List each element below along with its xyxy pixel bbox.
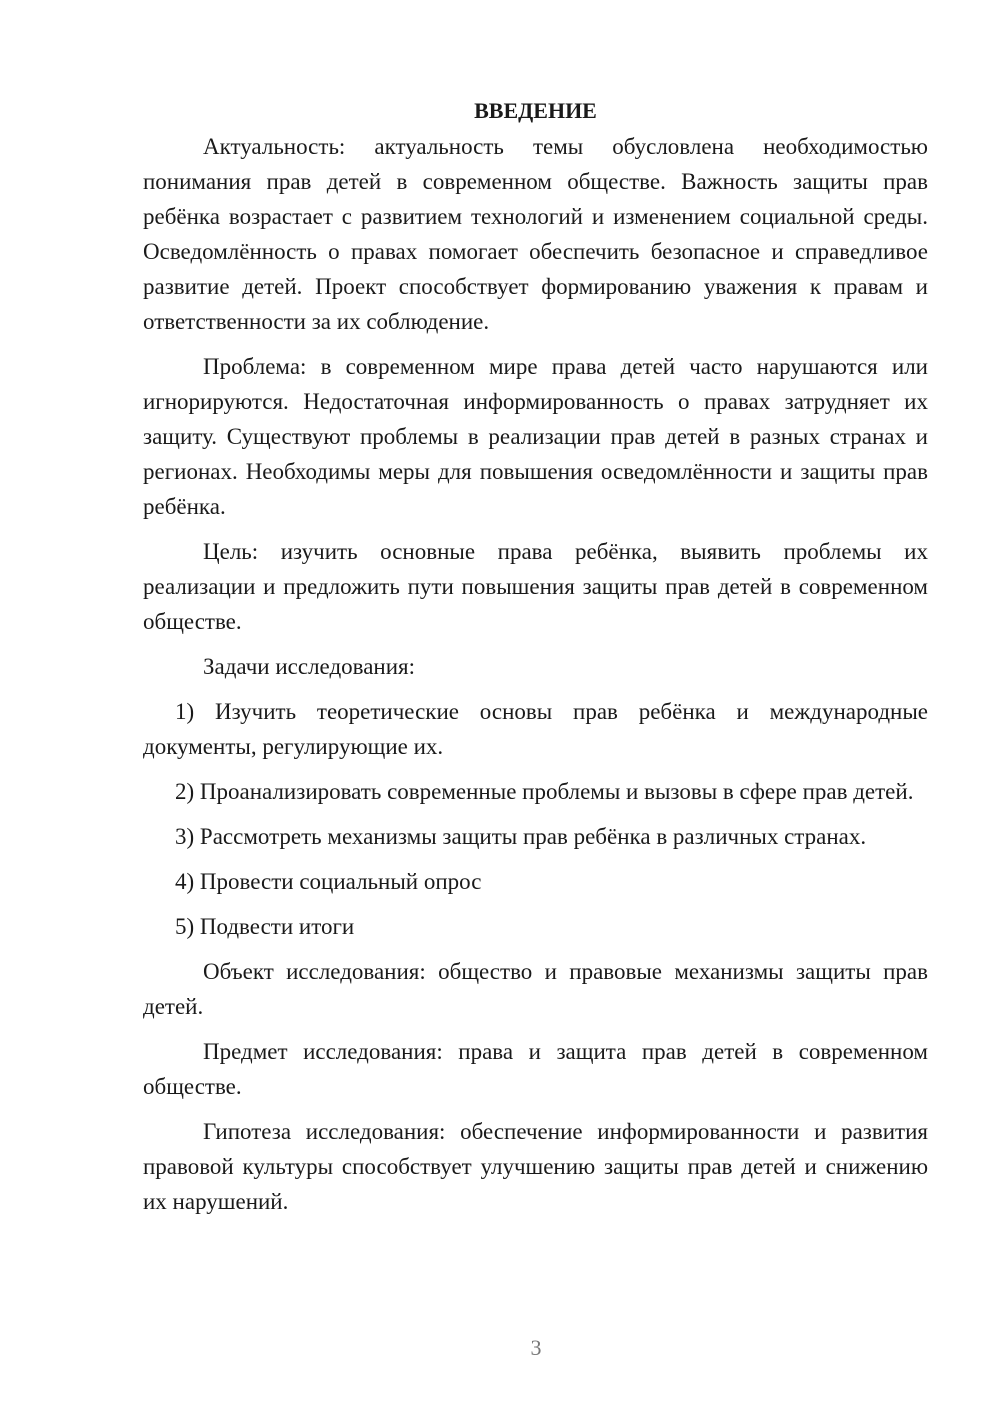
paragraph-object: Объект исследования: общество и правовые механизмы защиты прав детей. (143, 959, 928, 1019)
paragraph-tasks-heading: Задачи исследования: (203, 654, 416, 679)
page-title: ВВЕДЕНИЕ (474, 98, 597, 123)
paragraph-relevance: Актуальность: актуальность темы обусловлена необходимостью понимания прав детей в современном обществе. Важность защиты прав ребёнка возрастает с развитием технологий и изменением социальной среды. Осведомлённость о правах помогает обеспечить безопасное и справедливое развитие детей. Проект способствует формированию уважения к правам и ответственности за их соблюдение. (143, 134, 928, 334)
task-item-3: 3) Рассмотреть механизмы защиты прав ребёнка в различных странах. (175, 824, 867, 849)
paragraph-hypothesis: Гипотеза исследования: обеспечение информированности и развития правовой культуры способствует улучшению защиты прав детей и снижению их нарушений. (143, 1119, 928, 1214)
paragraph-goal: Цель: изучить основные права ребёнка, выявить проблемы их реализации и предложить пути повышения защиты прав детей в современном обществе. (143, 539, 928, 634)
task-item-2: 2) Проанализировать современные проблемы и вызовы в сфере прав детей. (175, 779, 914, 804)
task-item-1: 1) Изучить теоретические основы прав ребёнка и международные документы, регулирующие их. (143, 699, 928, 759)
paragraph-problem: Проблема: в современном мире права детей часто нарушаются или игнорируются. Недостаточная информированность о правах затрудняет их защиту. Существуют проблемы в реализации прав детей в разных странах и регионах. Необходимы меры для повышения осведомлённости и защиты прав ребёнка. (143, 354, 928, 519)
task-item-4: 4) Провести социальный опрос (175, 869, 482, 894)
paragraph-subject: Предмет исследования: права и защита прав детей в современном обществе. (143, 1039, 928, 1099)
task-item-5: 5) Подвести итоги (175, 914, 355, 939)
page-content (143, 93, 928, 1229)
page-number: 3 (530, 1335, 542, 1360)
